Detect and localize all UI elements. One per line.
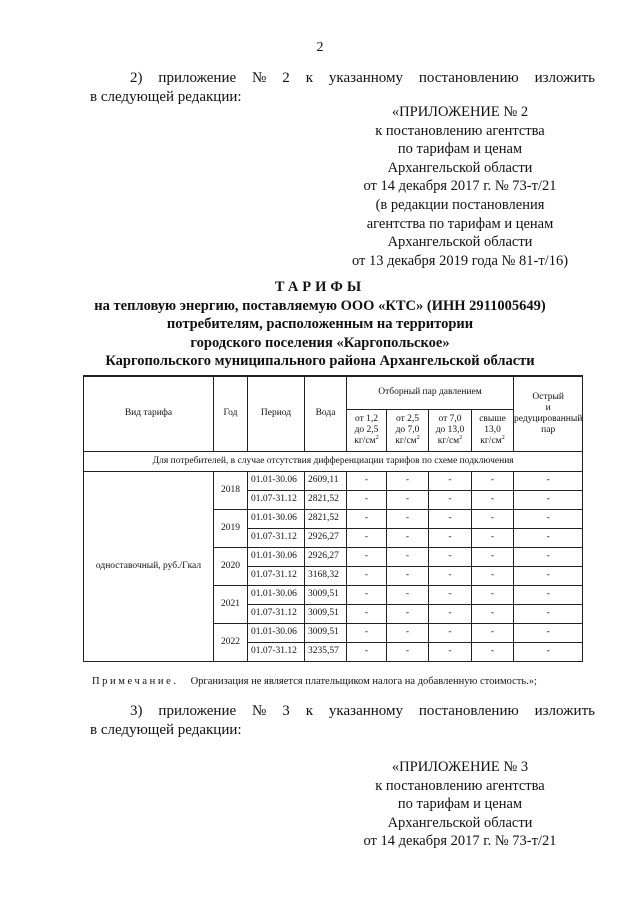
dash-cell: -	[429, 528, 472, 547]
tariff-table	[83, 375, 583, 662]
year-cell: 2020	[214, 547, 248, 585]
period-cell: 01.01-30.06	[248, 585, 305, 604]
water-cell: 2821,52	[305, 509, 347, 528]
item2-word: приложение	[158, 70, 237, 86]
item2-word: №	[252, 70, 267, 86]
appendix2-line: от 14 декабря 2017 г. № 73-т/21	[363, 178, 557, 195]
steam-col-unit: $кг/см^2$	[480, 434, 505, 446]
header-steam-col	[387, 409, 429, 451]
header-sharp-line: пар	[541, 424, 556, 435]
dash-cell: -	[387, 528, 429, 547]
header-period: Период	[248, 376, 305, 451]
item3-word: 3	[282, 703, 290, 719]
steam-col-line: свыше	[479, 413, 506, 424]
item2-word: 2)	[130, 70, 143, 86]
water-cell: 2926,27	[305, 547, 347, 566]
steam-col-unit: $кг/см^2$	[395, 434, 420, 446]
title-line: Каргопольского муниципального района Архангельской области	[105, 353, 535, 369]
dash-cell: -	[347, 585, 387, 604]
dash-cell: -	[387, 642, 429, 661]
dash-cell: -	[347, 566, 387, 585]
appendix3-line: по тарифам и ценам	[397, 796, 523, 813]
dash-cell: -	[514, 509, 583, 528]
header-steam-col	[429, 409, 472, 451]
header-sharp-line: Острый	[532, 391, 564, 402]
item3-word: к	[305, 703, 313, 719]
note-text: Организация не является плательщиком налога на добавленную стоимость.»;	[190, 676, 537, 687]
dash-cell: -	[387, 566, 429, 585]
water-cell: 3009,51	[305, 604, 347, 623]
steam-col-line: до 7,0	[395, 424, 420, 435]
dash-cell: -	[514, 566, 583, 585]
period-cell: 01.01-30.06	[248, 471, 305, 490]
dash-cell: -	[387, 547, 429, 566]
year-cell: 2021	[214, 585, 248, 623]
dash-cell: -	[472, 528, 514, 547]
dash-cell: -	[347, 509, 387, 528]
dash-cell: -	[514, 547, 583, 566]
appendix3-header	[300, 758, 620, 851]
dash-cell: -	[387, 509, 429, 528]
dash-cell: -	[387, 623, 429, 642]
dash-cell: -	[472, 509, 514, 528]
item3-word: постановлению	[418, 703, 519, 719]
dash-cell: -	[472, 490, 514, 509]
steam-col-line: от 2,5	[395, 413, 420, 424]
title-line: на тепловую энергию, поставляемую ООО «КТС» (ИНН 2911005649)	[94, 297, 546, 314]
steam-col-line: от 1,2	[354, 413, 379, 424]
appendix2-line: Архангельской области	[387, 234, 533, 251]
appendix2-header	[300, 103, 620, 270]
appendix2-line: от 13 декабря 2019 года № 81-т/16)	[351, 252, 569, 269]
dash-cell: -	[429, 509, 472, 528]
water-cell: 3009,51	[305, 623, 347, 642]
title-line: городского поселения «Каргопольское»	[190, 334, 450, 351]
tariff-title	[0, 278, 640, 371]
dash-cell: -	[514, 585, 583, 604]
dash-cell: -	[472, 471, 514, 490]
period-cell: 01.07-31.12	[248, 528, 305, 547]
dash-cell: -	[429, 623, 472, 642]
item3-word: №	[252, 703, 267, 719]
year-cell: 2022	[214, 623, 248, 661]
dash-cell: -	[347, 471, 387, 490]
dash-cell: -	[472, 585, 514, 604]
item3-line1	[130, 703, 595, 720]
dash-cell: -	[429, 566, 472, 585]
dash-cell: -	[472, 547, 514, 566]
dash-cell: -	[514, 528, 583, 547]
item2-word: постановлению	[418, 70, 519, 86]
item2-word: указанному	[328, 70, 403, 86]
steam-col-line: 13,0	[484, 424, 501, 435]
dash-cell: -	[429, 471, 472, 490]
appendix3-line: Архангельской области	[387, 814, 533, 831]
header-water: Вода	[305, 376, 347, 451]
dash-cell: -	[472, 604, 514, 623]
item2-word: изложить	[534, 70, 595, 86]
item3-line2: в следующей редакции:	[90, 722, 242, 738]
steam-col-unit: $кг/см^2$	[354, 434, 379, 446]
item3-word: указанному	[328, 703, 403, 719]
water-cell: 3235,57	[305, 642, 347, 661]
dash-cell: -	[387, 604, 429, 623]
dash-cell: -	[472, 566, 514, 585]
water-cell: 2609,11	[305, 471, 347, 490]
dash-cell: -	[347, 547, 387, 566]
dash-cell: -	[514, 623, 583, 642]
appendix2-line: (в редакции постановления	[375, 196, 545, 213]
period-cell: 01.01-30.06	[248, 623, 305, 642]
page-number: 2	[316, 40, 324, 55]
water-cell: 3168,32	[305, 566, 347, 585]
dash-cell: -	[472, 642, 514, 661]
item3-word: 3)	[130, 703, 143, 719]
header-year: Год	[214, 376, 248, 451]
appendix2-line: «ПРИЛОЖЕНИЕ № 2	[391, 104, 529, 120]
dash-cell: -	[429, 642, 472, 661]
appendix2-line: агентства по тарифам и ценам	[366, 215, 554, 232]
period-cell: 01.07-31.12	[248, 566, 305, 585]
item2-word: 2	[282, 70, 290, 86]
steam-col-line: до 2,5	[354, 424, 379, 435]
period-cell: 01.07-31.12	[248, 490, 305, 509]
dash-cell: -	[514, 471, 583, 490]
dash-cell: -	[347, 528, 387, 547]
item3-word: изложить	[534, 703, 595, 719]
steam-col-line: до 13,0	[435, 424, 465, 435]
appendix2-line: по тарифам и ценам	[397, 141, 523, 158]
water-cell: 3009,51	[305, 585, 347, 604]
steam-col-line: от 7,0	[438, 413, 462, 424]
dash-cell: -	[387, 471, 429, 490]
tariff-label: одноставочный, руб./Гкал	[84, 471, 214, 661]
period-cell: 01.01-30.06	[248, 509, 305, 528]
table-note	[92, 676, 537, 687]
appendix3-line: к постановлению агентства	[375, 777, 545, 794]
item2-line1	[130, 70, 595, 87]
note-label: Примечание.	[92, 676, 179, 687]
water-cell: 2821,52	[305, 490, 347, 509]
dash-cell: -	[429, 585, 472, 604]
header-sharp-steam	[514, 376, 583, 451]
item2-word: к	[305, 70, 313, 86]
section-label: Для потребителей, в случае отсутствия дифференциации тарифов по схеме подключения	[84, 451, 583, 471]
item3-word: приложение	[158, 703, 237, 719]
dash-cell: -	[347, 623, 387, 642]
dash-cell: -	[429, 490, 472, 509]
header-sharp-line: и	[545, 402, 551, 413]
header-tariff-type: Вид тарифа	[84, 376, 214, 451]
appendix2-line: Архангельской области	[387, 159, 533, 176]
item2-line2: в следующей редакции:	[90, 89, 242, 105]
period-cell: 01.07-31.12	[248, 604, 305, 623]
dash-cell: -	[347, 604, 387, 623]
year-cell: 2018	[214, 471, 248, 509]
title-heading: ТАРИФЫ	[274, 279, 366, 295]
dash-cell: -	[387, 490, 429, 509]
year-cell: 2019	[214, 509, 248, 547]
dash-cell: -	[514, 642, 583, 661]
dash-cell: -	[387, 585, 429, 604]
appendix2-line: к постановлению агентства	[375, 122, 545, 139]
header-steam-col	[472, 409, 514, 451]
header-sharp-line: редуцированный	[514, 413, 583, 424]
dash-cell: -	[514, 604, 583, 623]
period-cell: 01.01-30.06	[248, 547, 305, 566]
title-line: потребителям, расположенным на территории	[166, 316, 474, 332]
appendix3-line: от 14 декабря 2017 г. № 73-т/21	[363, 833, 557, 850]
dash-cell: -	[472, 623, 514, 642]
header-steam-col	[347, 409, 387, 451]
appendix3-line: «ПРИЛОЖЕНИЕ № 3	[391, 759, 529, 775]
dash-cell: -	[514, 490, 583, 509]
dash-cell: -	[347, 490, 387, 509]
water-cell: 2926,27	[305, 528, 347, 547]
dash-cell: -	[429, 604, 472, 623]
dash-cell: -	[429, 547, 472, 566]
dash-cell: -	[347, 642, 387, 661]
header-steam-group: Отборный пар давлением	[347, 376, 514, 409]
steam-col-unit: $кг/см^2$	[437, 434, 463, 446]
period-cell: 01.07-31.12	[248, 642, 305, 661]
